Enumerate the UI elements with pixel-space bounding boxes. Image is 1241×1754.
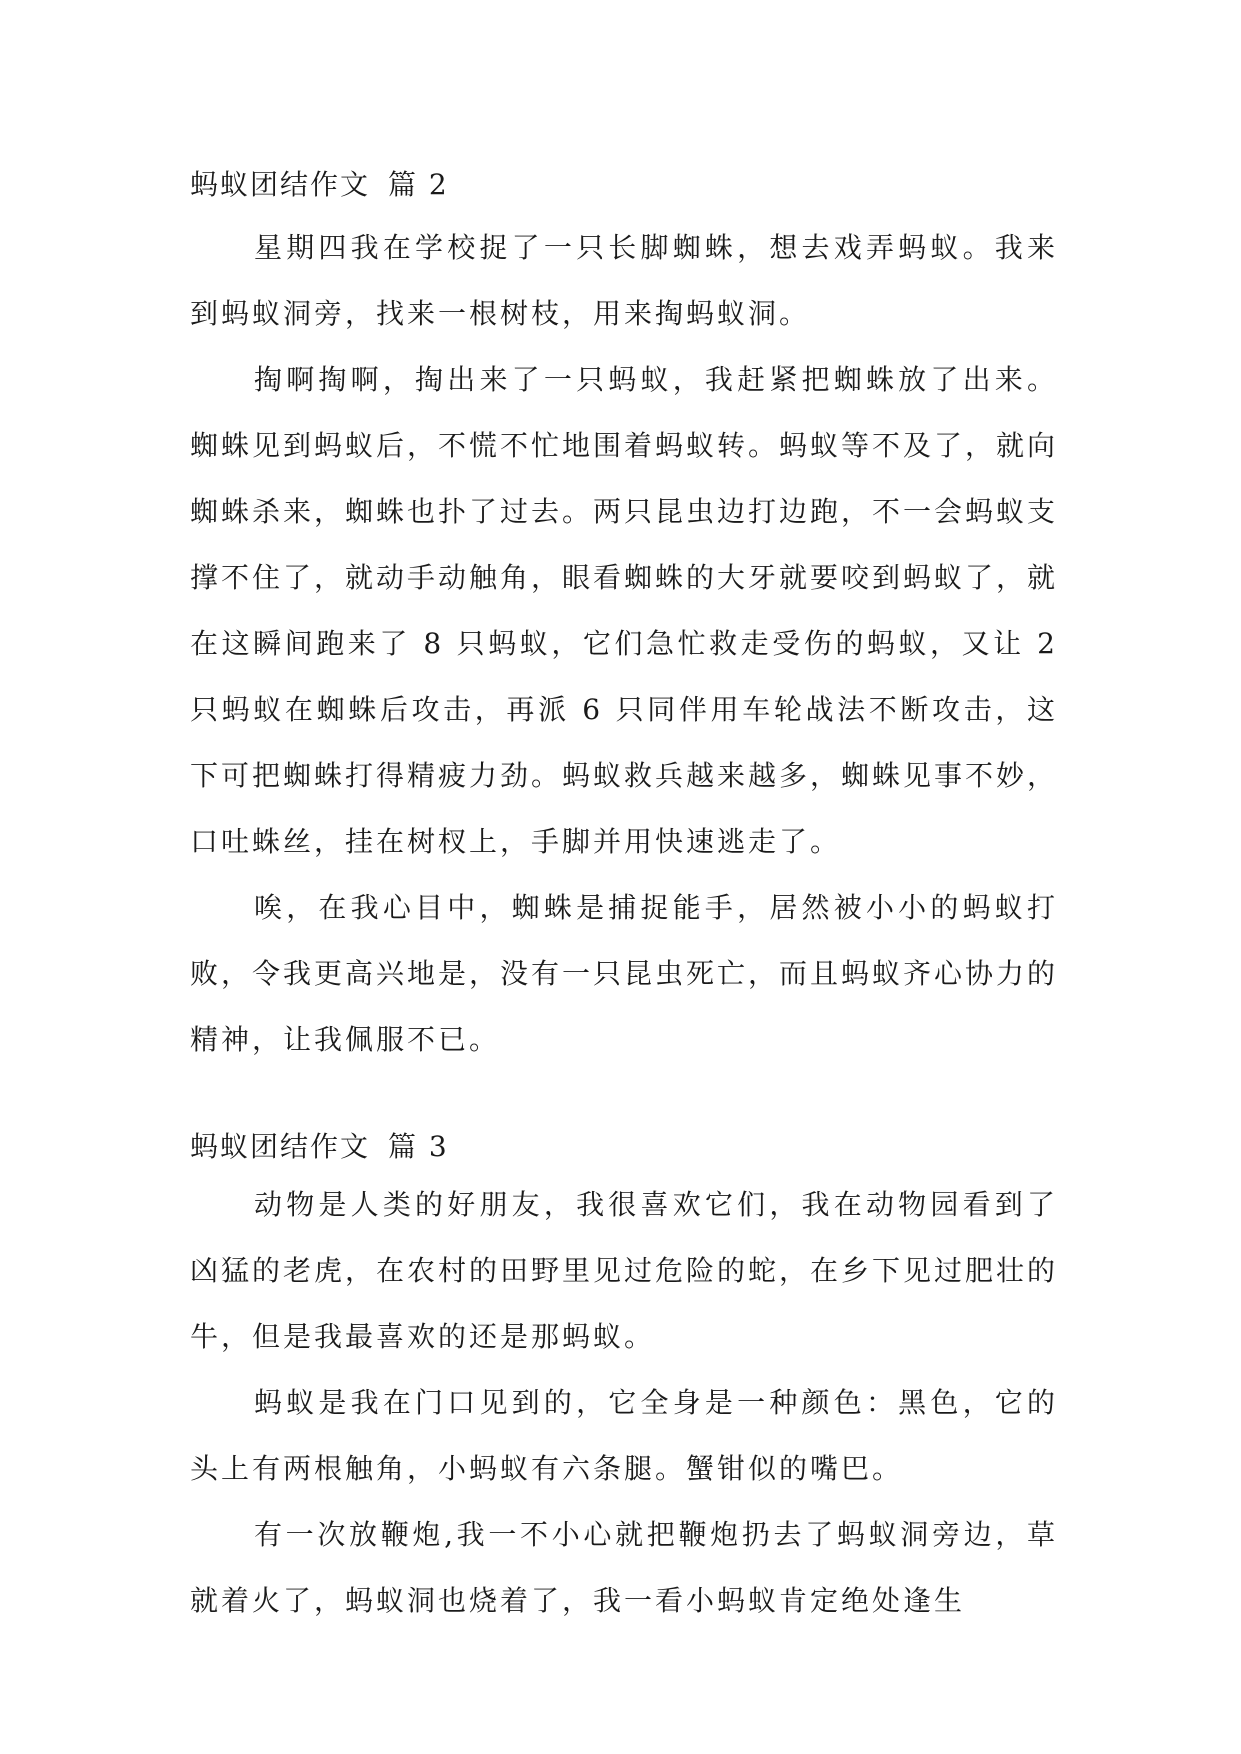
essay-section (190, 162, 1058, 1073)
paragraph: 有一次放鞭炮,我一不小心就把鞭炮扔去了蚂蚁洞旁边，草就着火了，蚂蚁洞也烧着了，我一看小蚂蚁肯定绝处逢生 (190, 1518, 1058, 1617)
essay-number: 篇 2 (388, 168, 449, 201)
paragraph: 蚂蚁是我在门口见到的，它全身是一种颜色：黑色，它的头上有两根触角，小蚂蚁有六条腿。蟹钳似的嘴巴。 (190, 1386, 1058, 1485)
paragraph: 星期四我在学校捉了一只长脚蜘蛛，想去戏弄蚂蚁。我来到蚂蚁洞旁，找来一根树枝，用来掏蚂蚁洞。 (190, 231, 1058, 330)
essay-heading (190, 1124, 1058, 1170)
essay-section (190, 1124, 1058, 1634)
document-body (190, 162, 1058, 1634)
paragraph: 动物是人类的好朋友，我很喜欢它们，我在动物园看到了凶猛的老虎，在农村的田野里见过危险的蛇，在乡下见过肥壮的牛，但是我最喜欢的还是那蚂蚁。 (190, 1188, 1059, 1353)
essay-title: 蚂蚁团结作文 (190, 1130, 371, 1163)
paragraph: 唉，在我心目中，蜘蛛是捕捉能手，居然被小小的蚂蚁打败，令我更高兴地是，没有一只昆虫死亡，而且蚂蚁齐心协力的精神，让我佩服不已。 (190, 891, 1059, 1056)
paragraph: 掏啊掏啊，掏出来了一只蚂蚁，我赶紧把蜘蛛放了出来。蜘蛛见到蚂蚁后，不慌不忙地围着蚂蚁转。蚂蚁等不及了，就向蜘蛛杀来，蜘蛛也扑了过去。两只昆虫边打边跑，不一会蚂蚁支撑不住了，就动手动触角，眼看蜘蛛的大牙就要咬到蚂蚁了，就在这瞬间跑来了 8 只蚂蚁，它们急忙救走受伤的蚂蚁，又让 2 只蚂蚁在蜘蛛后攻击，再派 6 只同伴用车轮战法不断攻击，这下可把蜘蛛打得精疲力劲。蚂蚁救兵越来越多，蜘蛛见事不妙，口吐蛛丝，挂在树杈上，手脚并用快速逃走了。 (190, 363, 1059, 858)
essay-title: 蚂蚁团结作文 (190, 168, 371, 201)
essay-number: 篇 3 (388, 1130, 449, 1163)
essay-heading (190, 162, 1058, 208)
